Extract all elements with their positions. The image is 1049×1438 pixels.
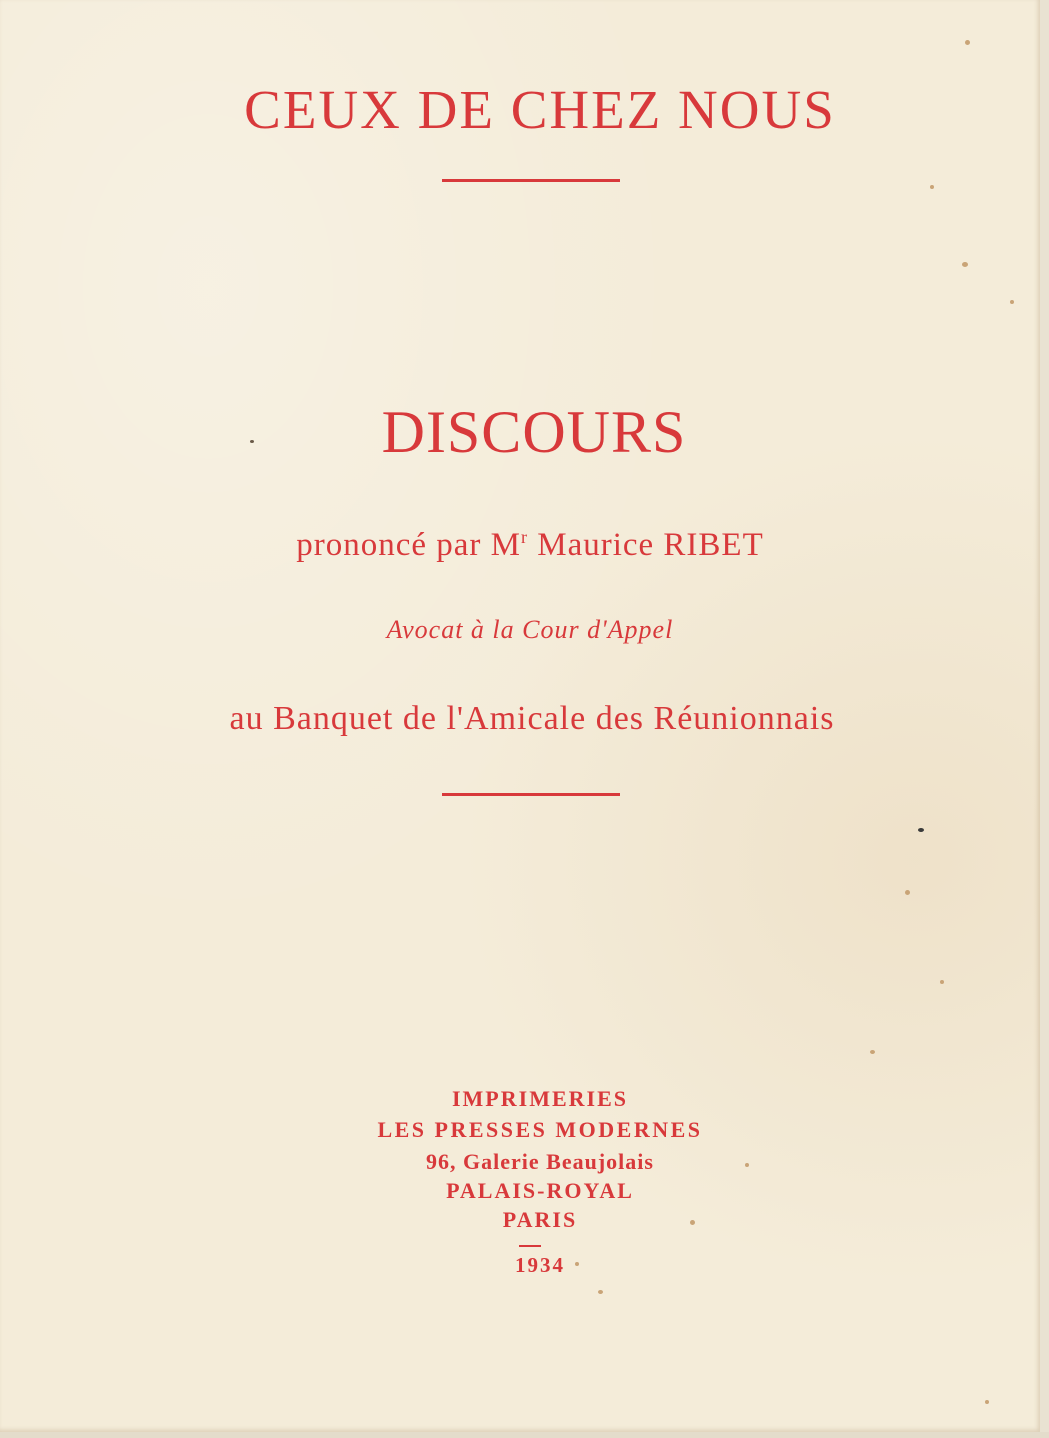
foxing-speck — [985, 1400, 989, 1404]
imprint-company: LES PRESSES MODERNES — [377, 1117, 703, 1142]
bottom-divider — [442, 793, 620, 796]
author-name: Maurice RIBET — [527, 527, 764, 563]
foxing-speck — [930, 185, 934, 189]
byline-prefix: prononcé par M — [296, 527, 521, 563]
imprint-year: 1934 — [515, 1253, 565, 1277]
foxing-speck — [940, 980, 944, 984]
imprint-address: 96, Galerie Beaujolais — [426, 1149, 654, 1174]
byline-superscript: r — [520, 527, 528, 547]
foxing-speck — [598, 1290, 603, 1294]
foxing-speck — [905, 890, 910, 895]
foxing-speck — [1010, 300, 1014, 304]
series-title: CEUX DE CHEZ NOUS — [244, 79, 836, 140]
foxing-speck — [690, 1220, 695, 1225]
foxing-speck — [918, 828, 924, 832]
top-divider — [442, 179, 620, 182]
foxing-speck — [250, 440, 254, 443]
page-edge-bottom — [0, 1432, 1049, 1438]
imprint-printer: IMPRIMERIES — [451, 1086, 628, 1111]
page-edge-right — [1040, 0, 1049, 1438]
foxing-speck — [965, 40, 970, 45]
main-title: DISCOURS — [381, 399, 687, 465]
author-role: Avocat à la Cour d'Appel — [386, 615, 674, 644]
foxing-speck — [745, 1163, 749, 1167]
foxing-speck — [870, 1050, 875, 1054]
foxing-speck — [962, 262, 968, 267]
year-divider — [519, 1245, 541, 1247]
byline — [10, 527, 1049, 564]
imprint-city: PARIS — [502, 1207, 578, 1232]
imprint-district: PALAIS-ROYAL — [446, 1178, 634, 1203]
foxing-speck — [575, 1262, 579, 1266]
occasion: au Banquet de l'Amicale des Réunionnais — [229, 700, 835, 737]
